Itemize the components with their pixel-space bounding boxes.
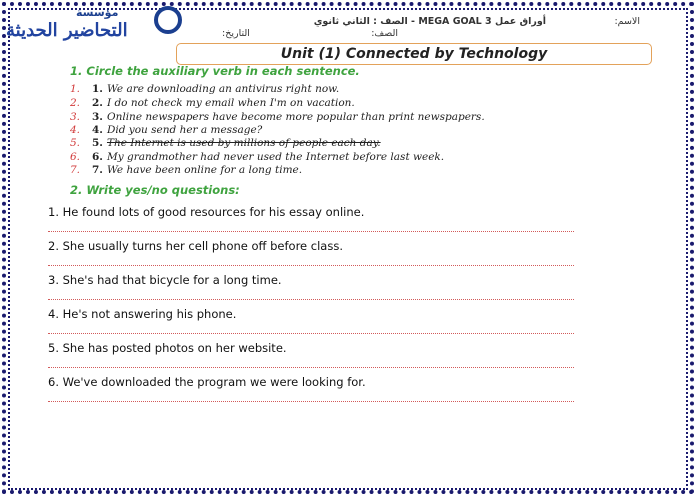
s1-text: I do not check my email when I'm on vacation. (106, 97, 355, 109)
s1-num: 4. (92, 124, 103, 136)
s1-text: My grandmother had never used the Internet before last week. (106, 151, 445, 163)
s1-mark: 3. (70, 111, 81, 123)
answer-line[interactable] (48, 333, 574, 334)
s1-mark: 5. (70, 137, 81, 149)
s1-mark: 2. (70, 97, 81, 109)
question-text: 2. She usually turns her cell phone off before class. (48, 239, 343, 253)
s1-text: We are downloading an antivirus right now. (106, 83, 340, 95)
answer-line[interactable] (48, 401, 574, 402)
s1-text: Did you send her a message? (106, 124, 263, 136)
s1-num: 1. (92, 83, 103, 95)
question-text: 6. We've downloaded the program we were looking for. (48, 375, 366, 389)
s1-num: 3. (92, 111, 103, 123)
s1-text: Online newspapers have become more popular than print newspapers. (106, 111, 485, 123)
s1-item (70, 137, 381, 149)
section1-title: 1. Circle the auxiliary verb in each sentence. (70, 64, 360, 78)
s1-num: 6. (92, 151, 103, 163)
s1-mark: 4. (70, 124, 81, 136)
s1-item (70, 164, 302, 176)
s1-text: The Internet is used by millions of people each day. (106, 137, 381, 149)
publisher-logo (6, 2, 176, 48)
date-label: التاريخ: (222, 28, 250, 39)
question-text: 5. She has posted photos on her website. (48, 341, 287, 355)
section2-title: 2. Write yes/no questions: (70, 183, 240, 197)
s1-item (70, 97, 355, 109)
s1-item (70, 151, 444, 163)
question-text: 3. She's had that bicycle for a long time. (48, 273, 282, 287)
answer-line[interactable] (48, 265, 574, 266)
logo-top-text: مؤسسة (76, 6, 119, 19)
s1-item (70, 124, 262, 136)
s1-num: 5. (92, 137, 103, 149)
answer-line[interactable] (48, 299, 574, 300)
worksheet-header (174, 16, 646, 42)
s1-num: 7. (92, 164, 103, 176)
logo-main-text: التحاضير الحديثة (6, 20, 128, 41)
question-text: 1. He found lots of good resources for his essay online. (48, 205, 365, 219)
name-label: الاسم: (614, 16, 640, 27)
class-label: الصف: (371, 28, 398, 39)
s1-num: 2. (92, 97, 103, 109)
unit-title: Unit (1) Connected by Technology (176, 43, 652, 65)
question-text: 4. He's not answering his phone. (48, 307, 237, 321)
s1-item (70, 83, 339, 95)
s1-mark: 1. (70, 83, 81, 95)
s1-mark: 6. (70, 151, 81, 163)
s1-text: We have been online for a long time. (106, 164, 303, 176)
answer-line[interactable] (48, 367, 574, 368)
s1-mark: 7. (70, 164, 81, 176)
answer-line[interactable] (48, 231, 574, 232)
header-title: أوراق عمل MEGA GOAL 3 - الصف : الثاني ثانوي (313, 16, 546, 27)
s1-item (70, 111, 485, 123)
